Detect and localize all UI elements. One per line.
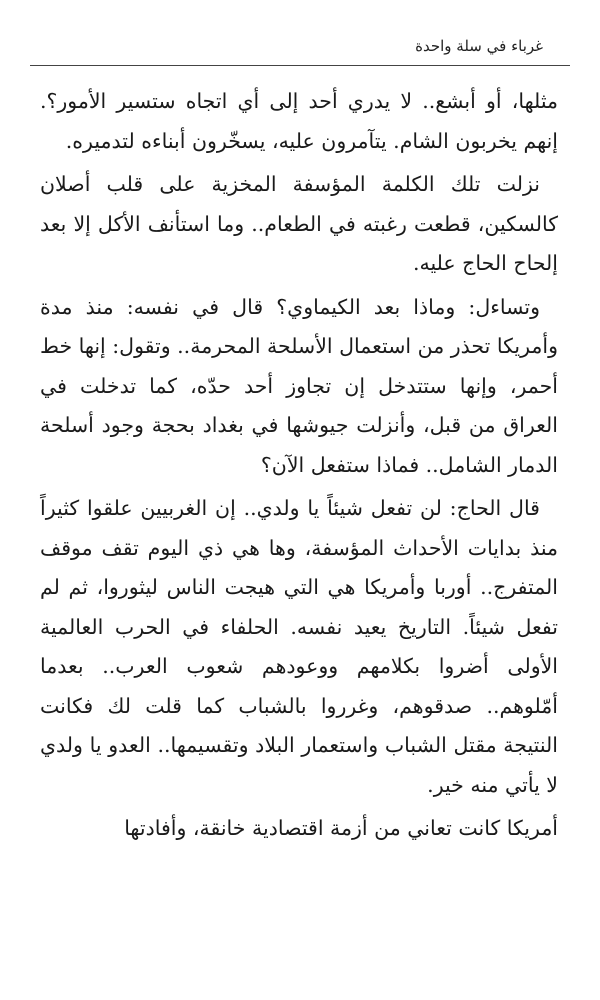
body-text (40, 82, 558, 853)
paragraph: مثلها، أو أبشع.. لا يدري أحد إلى أي اتجاه ستسير الأمور؟. إنهم يخربون الشام. يتآمرون عليه، يسخّرون أبناءه لتدميره. (40, 89, 558, 153)
paragraph: نزلت تلك الكلمة المؤسفة المخزية على قلب أصلان كالسكين، قطعت رغبته في الطعام.. وما استأنف الأكل إلا بعد إلحاح الحاج عليه. (40, 172, 558, 275)
paragraph: قال الحاج: لن تفعل شيئاً يا ولدي.. إن الغربيين علقوا كثيراً منذ بدايات الأحداث المؤسفة، وها هي ذي اليوم تقف موقف المتفرج.. أوربا وأمريكا هي التي هيجت الناس ليثوروا، ثم لم تفعل شيئاً. التاريخ يعيد نفسه. الحلفاء في الحرب العالمية الأولى أضروا بكلامهم ووعودهم شعوب العرب.. بعدما أمّلوهم.. صدقوهم، وغرروا بالشباب كما قلت لك فكانت النتيجة مقتل الشباب واستعمار البلاد وتقسيمها.. العدو يا ولدي لا يأتي منه خير. (40, 496, 558, 797)
paragraph: أمريكا كانت تعاني من أزمة اقتصادية خانقة، وأفادتها (124, 816, 558, 840)
running-header-title: غرباء في سلة واحدة (415, 37, 543, 55)
paragraph: وتساءل: وماذا بعد الكيماوي؟ قال في نفسه: منذ مدة وأمريكا تحذر من استعمال الأسلحة المحرمة.. وتقول: إنها خط أحمر، وإنها ستتدخل إن تجاوز أحد حدّه، كما تدخلت في العراق من قبل، وأنزلت جيوشها في بغداد بحجة وجود أسلحة الدمار الشامل.. فماذا ستفعل الآن؟ (40, 294, 558, 477)
header-divider (30, 65, 570, 66)
